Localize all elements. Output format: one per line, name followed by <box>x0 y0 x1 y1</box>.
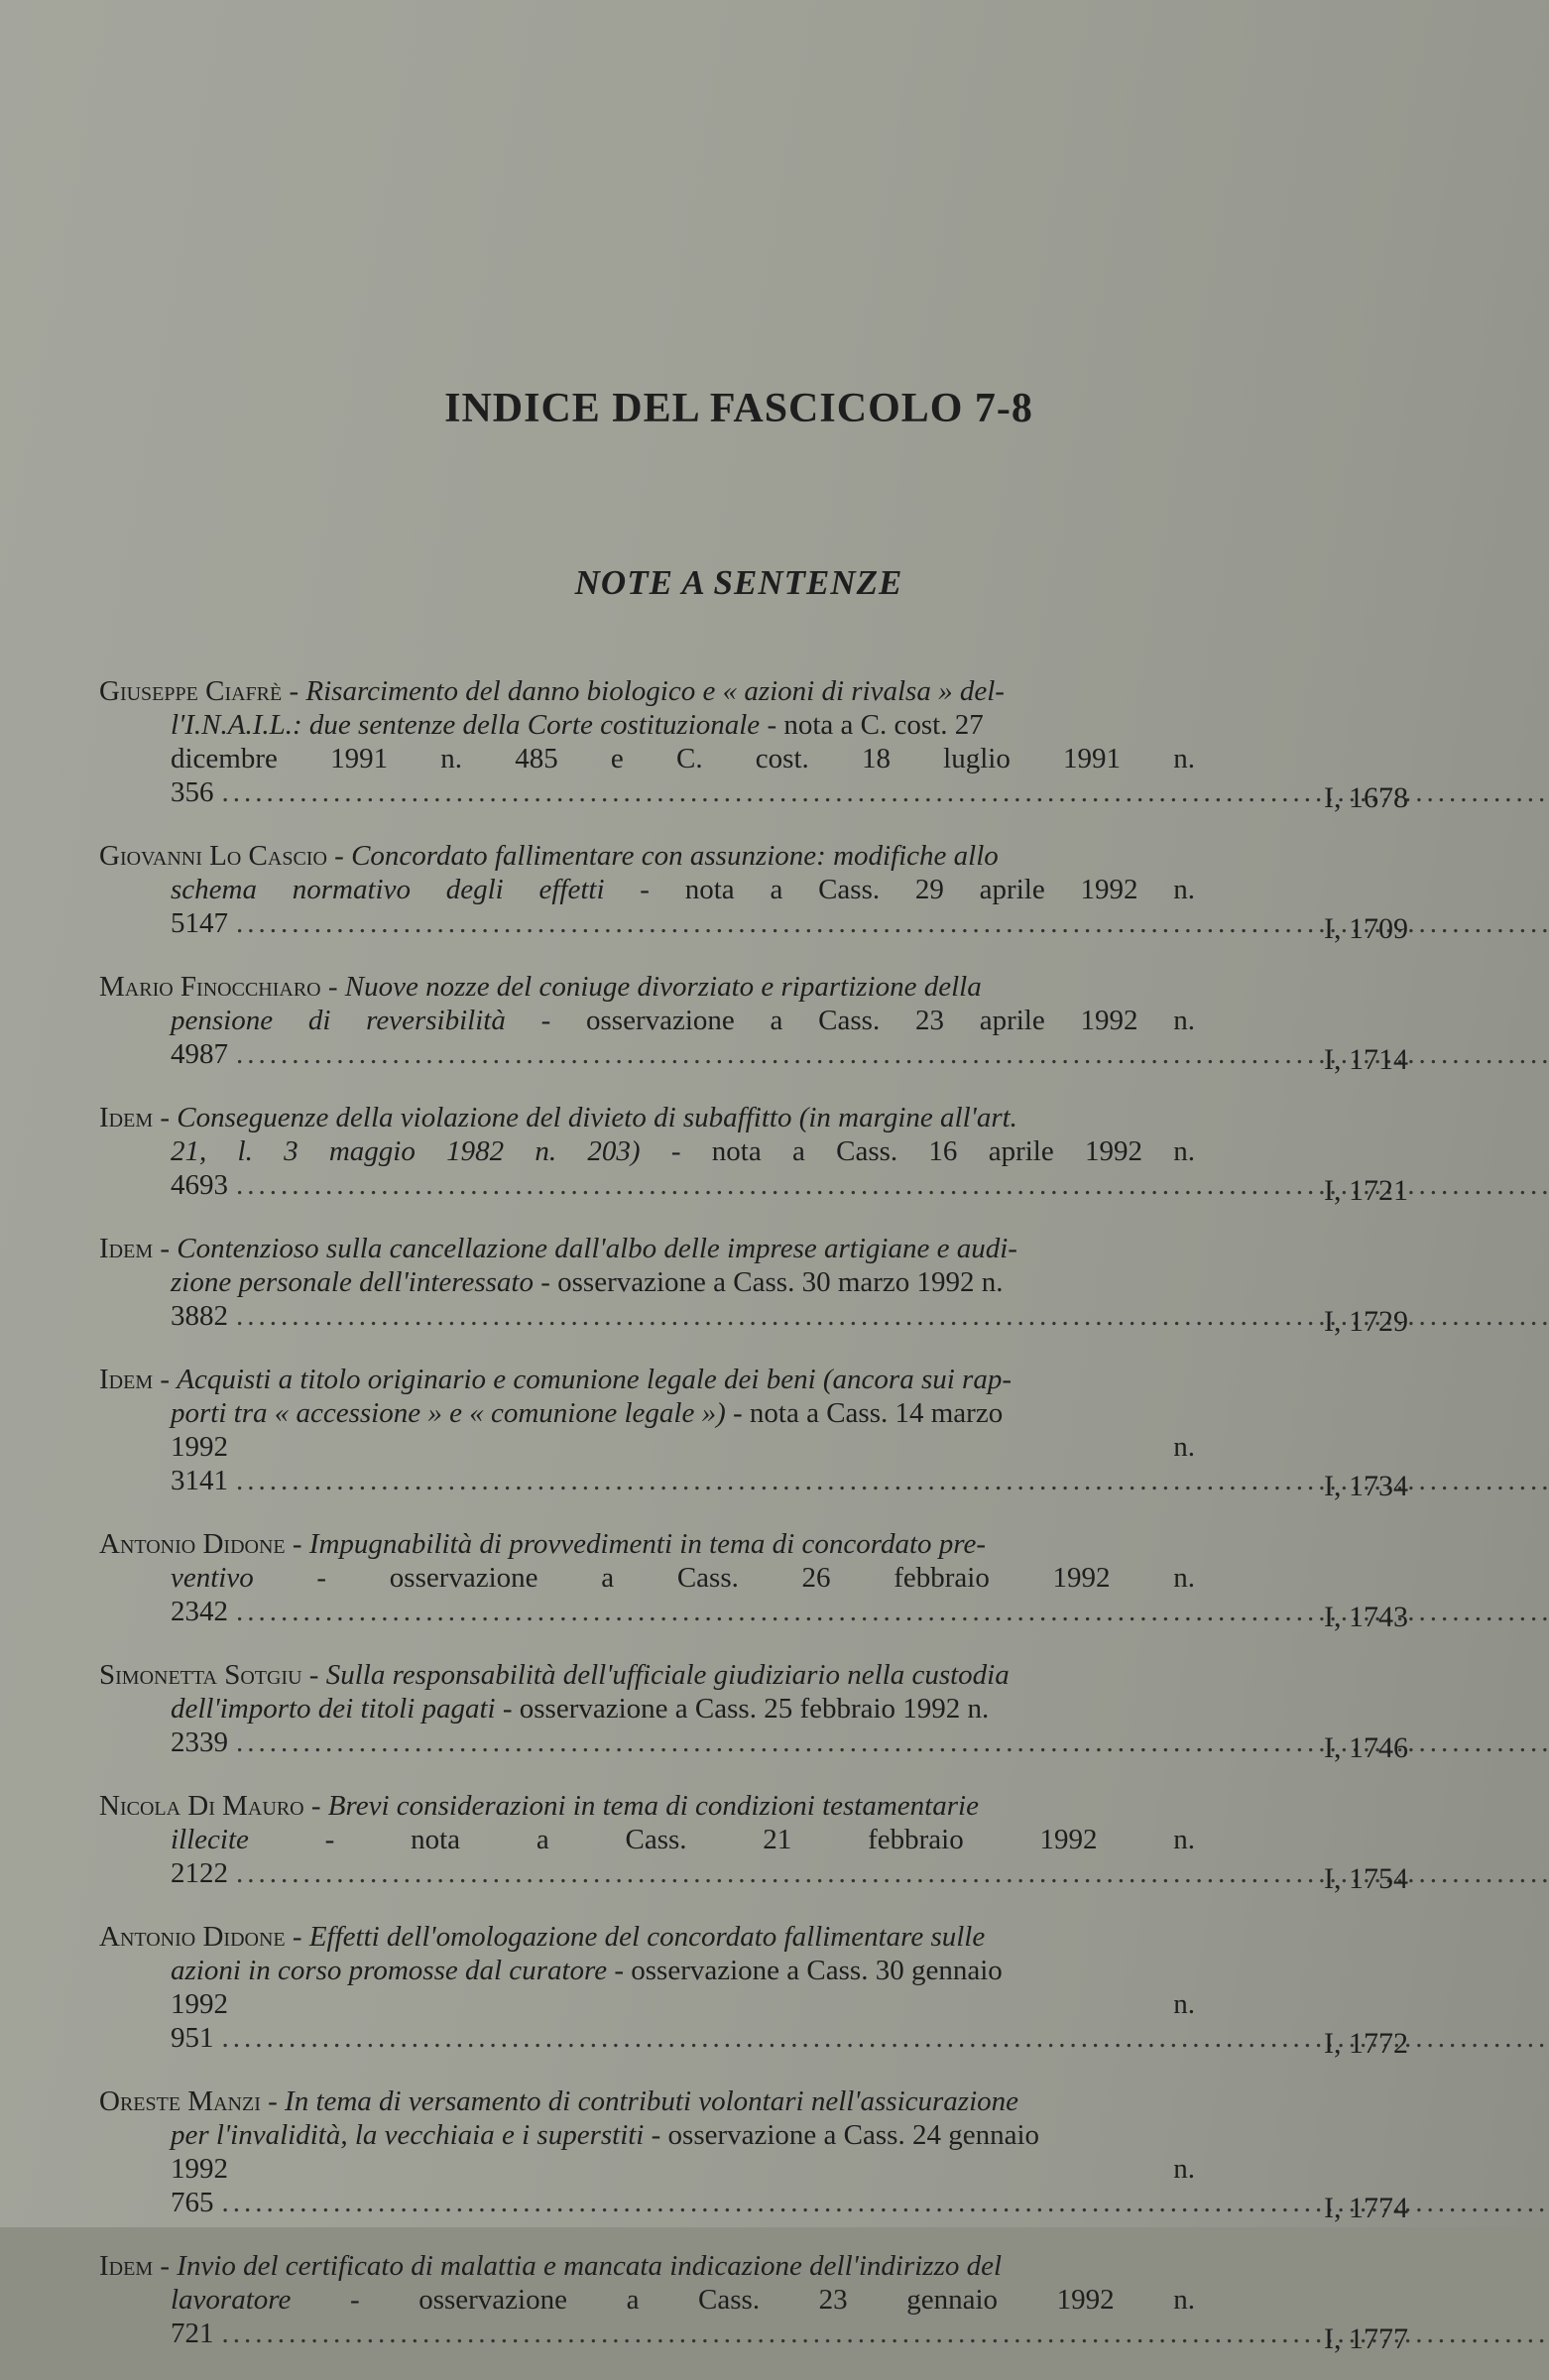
entry-text <box>99 2084 1195 2219</box>
entry-middle-line <box>99 1396 1195 1430</box>
entry-page-reference: I, 1777 <box>1269 2322 1408 2356</box>
entry-title-continued: azioni in corso promosse dal curatore <box>171 1955 607 1986</box>
entry-first-line: Idem - Acquisti a titolo originario e comunione legale dei beni (ancora sui rap- <box>99 1363 1195 1396</box>
entry-author: Mario Finocchiaro <box>99 971 321 1003</box>
entry-title: Effetti dell'omologazione del concordato fallimentare sulle <box>309 1921 985 1953</box>
section-heading: NOTE A SENTENZE <box>0 563 1478 603</box>
entry-page-reference: I, 1772 <box>1269 2027 1408 2061</box>
entry-last-line <box>99 1430 1195 1497</box>
index-entry <box>99 1920 1408 2055</box>
entry-text <box>99 2249 1195 2350</box>
entry-first-line: Antonio Didone - Impugnabilità di provvedimenti in tema di concordato pre- <box>99 1527 1195 1561</box>
entry-first-line: Giuseppe Ciafrè - Risarcimento del danno biologico e « azioni di rivalsa » del- <box>99 674 1195 708</box>
entry-citation-end: 3882 <box>171 1300 228 1332</box>
entry-page-reference: I, 1714 <box>1269 1043 1408 1077</box>
entry-citation-end: 1992 n. 3141 <box>171 1431 1195 1496</box>
entry-title-continued: porti tra « accessione » e « comunione legale ») <box>171 1397 726 1429</box>
entry-middle-line <box>99 1265 1195 1299</box>
entry-author: Idem <box>99 1233 153 1264</box>
entry-citation-end: - nota a Cass. 29 aprile 1992 n. 5147 <box>171 874 1195 939</box>
entry-title-continued: dell'importo dei titoli pagati <box>171 1693 496 1725</box>
index-entry <box>99 1101 1408 1202</box>
entry-citation: - osservazione a Cass. 30 gennaio <box>607 1955 1003 1986</box>
entry-page-reference: I, 1729 <box>1269 1305 1408 1339</box>
entry-first-line: Idem - Conseguenze della violazione del divieto di subaffitto (in margine all'art. <box>99 1101 1195 1134</box>
entry-author: Idem <box>99 1364 153 1395</box>
index-entry <box>99 674 1408 809</box>
entry-title: Impugnabilità di provvedimenti in tema di concordato pre- <box>309 1528 986 1560</box>
entry-title-end: 21, l. 3 maggio 1982 n. 203) <box>171 1135 641 1167</box>
index-entry <box>99 839 1408 940</box>
show-through-text <box>1083 89 1509 327</box>
index-entry <box>99 2084 1408 2219</box>
index-entry <box>99 970 1408 1071</box>
entry-last-line <box>99 1823 1195 1890</box>
entry-author: Simonetta Sotgiu <box>99 1659 302 1691</box>
entry-middle-line <box>99 708 1195 742</box>
entry-citation-end: 2339 <box>171 1726 228 1758</box>
entry-citation-end: dicembre 1991 n. 485 e C. cost. 18 luglio 1991 n. 356 <box>171 743 1195 808</box>
entry-middle-line <box>99 2118 1195 2152</box>
entry-last-line <box>99 2152 1195 2219</box>
entry-first-line: Nicola Di Mauro - Brevi considerazioni in tema di condizioni testamentarie <box>99 1789 1195 1823</box>
entry-text <box>99 1527 1195 1628</box>
entry-citation-end: - osservazione a Cass. 26 febbraio 1992 n. 2342 <box>171 1562 1195 1627</box>
entry-last-line <box>99 2283 1195 2350</box>
entry-first-line: Idem - Invio del certificato di malattia e mancata indicazione dell'indirizzo del <box>99 2249 1195 2283</box>
index-list <box>99 674 1408 2380</box>
entry-citation-end: 1992 n. 765 <box>171 2153 1195 2218</box>
entry-author: Idem <box>99 1102 153 1133</box>
entry-last-line <box>99 873 1195 940</box>
entry-last-text <box>171 1300 228 1332</box>
entry-citation-end: - nota a Cass. 16 aprile 1992 n. 4693 <box>171 1135 1195 1201</box>
index-entry <box>99 1658 1408 1759</box>
index-entry <box>99 1527 1408 1628</box>
entry-last-line <box>99 1134 1195 1202</box>
entry-text <box>99 674 1195 809</box>
entry-author: Idem <box>99 2250 153 2282</box>
entry-text <box>99 1658 1195 1759</box>
index-entry <box>99 1363 1408 1497</box>
entry-citation-end: - osservazione a Cass. 23 aprile 1992 n. 4987 <box>171 1005 1195 1070</box>
entry-citation: - osservazione a Cass. 24 gennaio <box>644 2119 1039 2151</box>
entry-author: Antonio Didone <box>99 1528 286 1560</box>
entry-title: Sulla responsabilità dell'ufficiale giudiziario nella custodia <box>326 1659 1010 1691</box>
entry-last-line <box>99 1987 1195 2055</box>
index-entry <box>99 1232 1408 1333</box>
entry-author: Nicola Di Mauro <box>99 1790 304 1822</box>
entry-citation-end: 1992 n. 951 <box>171 1988 1195 2054</box>
entry-title-continued: per l'invalidità, la vecchiaia e i superstiti <box>171 2119 644 2151</box>
entry-text <box>99 1101 1195 1202</box>
entry-citation-end: - osservazione a Cass. 23 gennaio 1992 n. 721 <box>171 2284 1195 2349</box>
entry-text <box>99 839 1195 940</box>
entry-middle-line <box>99 1692 1195 1726</box>
entry-first-line: Antonio Didone - Effetti dell'omologazione del concordato fallimentare sulle <box>99 1920 1195 1954</box>
entry-first-line: Oreste Manzi - In tema di versamento di contributi volontari nell'assicurazione <box>99 2084 1195 2118</box>
entry-last-line <box>99 1561 1195 1628</box>
entry-title: Acquisti a titolo originario e comunione legale dei beni (ancora sui rap- <box>177 1364 1012 1395</box>
entry-title-continued: l'I.N.A.I.L.: due sentenze della Corte costituzionale <box>171 709 760 741</box>
entry-first-line: Simonetta Sotgiu - Sulla responsabilità dell'ufficiale giudiziario nella custodia <box>99 1658 1195 1692</box>
entry-citation: - nota a Cass. 14 marzo <box>726 1397 1003 1429</box>
entry-page-reference: I, 1746 <box>1269 1731 1408 1765</box>
entry-citation: - osservazione a Cass. 25 febbraio 1992 n. <box>496 1693 990 1725</box>
entry-page-reference: I, 1774 <box>1269 2192 1408 2225</box>
entry-title-end: ventivo <box>171 1562 254 1594</box>
entry-author: Oreste Manzi <box>99 2085 261 2117</box>
entry-author: Giovanni Lo Cascio <box>99 840 327 872</box>
entry-title: Contenzioso sulla cancellazione dall'albo delle imprese artigiane e audi- <box>177 1233 1017 1264</box>
entry-text <box>99 1363 1195 1497</box>
entry-title: Conseguenze della violazione del divieto di subaffitto (in margine all'art. <box>177 1102 1017 1133</box>
entry-citation-end: - nota a Cass. 21 febbraio 1992 n. 2122 <box>171 1824 1195 1889</box>
entry-title: In tema di versamento di contributi volontari nell'assicurazione <box>285 2085 1018 2117</box>
entry-last-line <box>99 742 1195 809</box>
entry-page-reference: I, 1734 <box>1269 1470 1408 1503</box>
index-entry <box>99 2249 1408 2350</box>
index-entry <box>99 1789 1408 1890</box>
entry-title-end: schema normativo degli effetti <box>171 874 605 905</box>
entry-page-reference: I, 1754 <box>1269 1862 1408 1896</box>
entry-title-end: lavoratore <box>171 2284 291 2316</box>
entry-citation: - osservazione a Cass. 30 marzo 1992 n. <box>534 1266 1004 1298</box>
entry-first-line: Mario Finocchiaro - Nuove nozze del coniuge divorziato e ripartizione della <box>99 970 1195 1004</box>
entry-citation: - nota a C. cost. 27 <box>760 709 984 741</box>
entry-title: Risarcimento del danno biologico e « azioni di rivalsa » del- <box>305 675 1005 707</box>
entry-text <box>99 1920 1195 2055</box>
entry-title: Concordato fallimentare con assunzione: modifiche allo <box>351 840 999 872</box>
entry-page-reference: I, 1721 <box>1269 1174 1408 1208</box>
entry-page-reference: I, 1678 <box>1269 781 1408 815</box>
entry-last-line <box>99 1299 1195 1333</box>
entry-title-continued: zione personale dell'interessato <box>171 1266 534 1298</box>
entry-page-reference: I, 1743 <box>1269 1601 1408 1634</box>
entry-first-line: Giovanni Lo Cascio - Concordato fallimentare con assunzione: modifiche allo <box>99 839 1195 873</box>
entry-title: Invio del certificato di malattia e mancata indicazione dell'indirizzo del <box>177 2250 1002 2282</box>
entry-author: Giuseppe Ciafrè <box>99 675 282 707</box>
entry-title-end: pensione di reversibilità <box>171 1005 506 1036</box>
entry-last-text <box>171 1726 228 1758</box>
entry-text <box>99 1789 1195 1890</box>
entry-author: Antonio Didone <box>99 1921 286 1953</box>
entry-page-reference: I, 1709 <box>1269 912 1408 946</box>
entry-text <box>99 1232 1195 1333</box>
entry-text <box>99 970 1195 1071</box>
entry-first-line: Idem - Contenzioso sulla cancellazione dall'albo delle imprese artigiane e audi- <box>99 1232 1195 1265</box>
entry-title: Brevi considerazioni in tema di condizioni testamentarie <box>328 1790 979 1822</box>
entry-title-end: illecite <box>171 1824 249 1855</box>
page-title: INDICE DEL FASCICOLO 7-8 <box>0 385 1478 432</box>
entry-last-line <box>99 1004 1195 1071</box>
entry-last-line <box>99 1726 1195 1759</box>
entry-middle-line <box>99 1954 1195 1987</box>
entry-title: Nuove nozze del coniuge divorziato e ripartizione della <box>345 971 982 1003</box>
